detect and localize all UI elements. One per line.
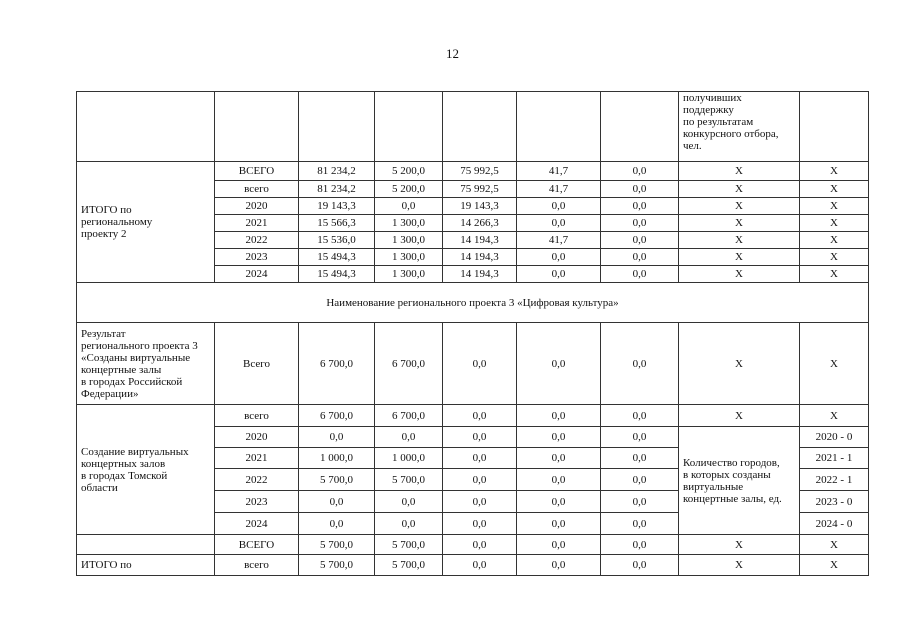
value-cell: 0,0: [517, 491, 601, 513]
year-cell: 2024: [215, 266, 299, 283]
year-cell: всего: [215, 405, 299, 427]
value-cell: X: [800, 555, 869, 576]
value-cell: 0,0: [601, 535, 679, 555]
virtual-halls-label: Создание виртуальных концертных залов в городах Томской области: [77, 405, 215, 535]
value-cell: 1 300,0: [375, 232, 443, 249]
value-cell: 75 992,5: [443, 181, 517, 198]
value-cell: X: [679, 232, 800, 249]
value-cell: 0,0: [601, 427, 679, 448]
value-cell: X: [679, 215, 800, 232]
value-cell: 15 536,0: [299, 232, 375, 249]
value-cell: 14 266,3: [443, 215, 517, 232]
page-number: 12: [446, 46, 459, 61]
value-cell: 0,0: [517, 405, 601, 427]
year-cell: 2021: [215, 448, 299, 469]
year-cell: 2022: [215, 469, 299, 491]
value-cell: 0,0: [443, 491, 517, 513]
value-cell: 0,0: [601, 555, 679, 576]
value-cell: 0,0: [375, 513, 443, 535]
value-cell: 19 143,3: [299, 198, 375, 215]
value-cell: X: [800, 181, 869, 198]
indicator-cell: получивших поддержку по результатам конкурсного отбора, чел.: [679, 92, 800, 162]
value-cell: 0,0: [517, 198, 601, 215]
value-cell: X: [679, 555, 800, 576]
value-cell: 0,0: [443, 469, 517, 491]
value-cell: 0,0: [601, 198, 679, 215]
value-cell: 5 700,0: [375, 555, 443, 576]
year-cell: 2023: [215, 491, 299, 513]
value-cell: 1 000,0: [375, 448, 443, 469]
value-cell: 0,0: [601, 491, 679, 513]
value-cell: 1 000,0: [299, 448, 375, 469]
value-cell: X: [800, 323, 869, 405]
value-cell: X: [800, 266, 869, 283]
value-cell: X: [679, 162, 800, 181]
value-cell: 41,7: [517, 232, 601, 249]
value-cell: X: [800, 198, 869, 215]
value-cell: 0,0: [443, 427, 517, 448]
value-cell: 1 300,0: [375, 266, 443, 283]
year-cell: 2022: [215, 232, 299, 249]
value-cell: 1 300,0: [375, 249, 443, 266]
value-cell: X: [679, 535, 800, 555]
value-cell: 0,0: [601, 232, 679, 249]
value-cell: 0,0: [443, 323, 517, 405]
table-row: [77, 555, 869, 576]
value-cell: 0,0: [601, 215, 679, 232]
project2-total-label: ИТОГО по региональному проекту 2: [77, 162, 215, 283]
value-cell: 0,0: [601, 469, 679, 491]
value-cell: 5 700,0: [299, 535, 375, 555]
table-row: [77, 535, 869, 555]
value-cell: 5 200,0: [375, 181, 443, 198]
value-cell: 6 700,0: [299, 323, 375, 405]
value-cell: 15 494,3: [299, 266, 375, 283]
value-cell: 0,0: [375, 198, 443, 215]
value-cell: 81 234,2: [299, 162, 375, 181]
value-cell: 0,0: [443, 555, 517, 576]
value-cell: X: [800, 249, 869, 266]
value-cell: X: [679, 198, 800, 215]
value-cell: 14 194,3: [443, 232, 517, 249]
value-cell: X: [800, 162, 869, 181]
value-cell: 1 300,0: [375, 215, 443, 232]
value-cell: 0,0: [299, 491, 375, 513]
value-cell: 5 700,0: [299, 469, 375, 491]
value-cell: X: [800, 405, 869, 427]
value-cell: X: [679, 323, 800, 405]
target-cell: 2022 - 1: [800, 469, 869, 491]
continuation-row: [77, 92, 869, 162]
year-cell: 2020: [215, 198, 299, 215]
value-cell: 14 194,3: [443, 266, 517, 283]
value-cell: X: [679, 249, 800, 266]
value-cell: 0,0: [443, 535, 517, 555]
year-cell: 2020: [215, 427, 299, 448]
value-cell: 0,0: [517, 469, 601, 491]
value-cell: 0,0: [601, 162, 679, 181]
value-cell: 19 143,3: [443, 198, 517, 215]
value-cell: 6 700,0: [375, 405, 443, 427]
value-cell: 15 566,3: [299, 215, 375, 232]
table-row: [77, 162, 869, 181]
year-cell: 2021: [215, 215, 299, 232]
value-cell: 0,0: [443, 448, 517, 469]
value-cell: 0,0: [517, 249, 601, 266]
value-cell: 0,0: [601, 266, 679, 283]
table-row: [77, 323, 869, 405]
project3-total-label: ИТОГО по: [77, 555, 215, 576]
value-cell: 0,0: [443, 405, 517, 427]
value-cell: 0,0: [601, 448, 679, 469]
year-cell: ВСЕГО: [215, 535, 299, 555]
value-cell: 0,0: [601, 405, 679, 427]
value-cell: 0,0: [517, 555, 601, 576]
value-cell: X: [800, 535, 869, 555]
table-row: [77, 405, 869, 427]
year-cell: всего: [215, 555, 299, 576]
value-cell: 0,0: [443, 513, 517, 535]
value-cell: 5 700,0: [299, 555, 375, 576]
value-cell: 14 194,3: [443, 249, 517, 266]
value-cell: 0,0: [375, 491, 443, 513]
target-cell: 2023 - 0: [800, 491, 869, 513]
value-cell: 0,0: [601, 249, 679, 266]
year-cell: 2024: [215, 513, 299, 535]
value-cell: 15 494,3: [299, 249, 375, 266]
target-cell: 2021 - 1: [800, 448, 869, 469]
value-cell: 0,0: [299, 427, 375, 448]
value-cell: X: [800, 232, 869, 249]
value-cell: 0,0: [517, 215, 601, 232]
value-cell: 5 700,0: [375, 469, 443, 491]
value-cell: 0,0: [517, 513, 601, 535]
value-cell: X: [679, 405, 800, 427]
value-cell: X: [679, 181, 800, 198]
value-cell: 0,0: [517, 323, 601, 405]
year-cell: 2023: [215, 249, 299, 266]
value-cell: 5 700,0: [375, 535, 443, 555]
value-cell: 5 200,0: [375, 162, 443, 181]
budget-table: [76, 91, 869, 576]
value-cell: 75 992,5: [443, 162, 517, 181]
value-cell: 0,0: [375, 427, 443, 448]
section-heading-row: [77, 283, 869, 323]
value-cell: 41,7: [517, 181, 601, 198]
value-cell: 0,0: [517, 535, 601, 555]
target-cell: 2020 - 0: [800, 427, 869, 448]
value-cell: X: [800, 215, 869, 232]
year-cell: всего: [215, 181, 299, 198]
value-cell: 0,0: [517, 266, 601, 283]
value-cell: 6 700,0: [299, 405, 375, 427]
value-cell: 0,0: [601, 323, 679, 405]
value-cell: X: [679, 266, 800, 283]
project3-result-label: Результат регионального проекта 3 «Созданы виртуальные концертные залы в городах Российской Федерации»: [77, 323, 215, 405]
value-cell: 0,0: [299, 513, 375, 535]
year-cell: Всего: [215, 323, 299, 405]
value-cell: 6 700,0: [375, 323, 443, 405]
value-cell: 41,7: [517, 162, 601, 181]
target-cell: 2024 - 0: [800, 513, 869, 535]
virtual-halls-indicator: Количество городов, в которых созданы виртуальные концертные залы, ед.: [679, 427, 800, 535]
value-cell: 81 234,2: [299, 181, 375, 198]
value-cell: 0,0: [601, 513, 679, 535]
value-cell: 0,0: [517, 427, 601, 448]
project3-heading: Наименование регионального проекта 3 «Цифровая культура»: [77, 283, 869, 323]
year-cell: ВСЕГО: [215, 162, 299, 181]
value-cell: 0,0: [517, 448, 601, 469]
value-cell: 0,0: [601, 181, 679, 198]
